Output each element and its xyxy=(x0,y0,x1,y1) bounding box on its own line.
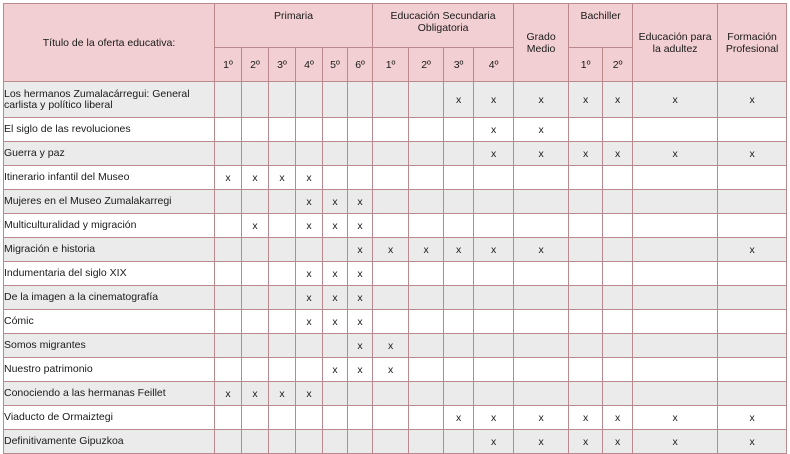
mark-cell xyxy=(215,334,242,358)
table-row xyxy=(4,334,787,358)
table-row xyxy=(4,430,787,454)
mark-cell xyxy=(444,118,474,142)
mark-cell: x xyxy=(718,82,787,118)
mark-cell xyxy=(323,238,348,262)
mark-cell xyxy=(296,118,323,142)
mark-cell: x xyxy=(323,358,348,382)
mark-cell xyxy=(269,142,296,166)
mark-cell xyxy=(633,334,718,358)
mark-cell xyxy=(603,310,633,334)
offer-title-cell: Indumentaria del siglo XIX xyxy=(4,262,215,286)
mark-cell: x xyxy=(514,430,569,454)
mark-cell: x xyxy=(514,142,569,166)
mark-cell xyxy=(409,214,444,238)
mark-cell xyxy=(373,430,409,454)
table-row xyxy=(4,382,787,406)
mark-cell xyxy=(603,214,633,238)
mark-cell xyxy=(603,166,633,190)
mark-cell xyxy=(215,238,242,262)
mark-cell xyxy=(409,310,444,334)
mark-cell: x xyxy=(633,142,718,166)
mark-cell: x xyxy=(718,142,787,166)
mark-cell xyxy=(373,406,409,430)
mark-cell xyxy=(269,214,296,238)
mark-cell xyxy=(269,358,296,382)
educational-offer-table xyxy=(3,3,787,454)
mark-cell: x xyxy=(323,190,348,214)
bachiller-year-header: 2º xyxy=(603,48,633,82)
mark-cell: x xyxy=(296,310,323,334)
mark-cell xyxy=(444,214,474,238)
mark-cell: x xyxy=(444,406,474,430)
mark-cell xyxy=(633,286,718,310)
table-row xyxy=(4,406,787,430)
mark-cell: x xyxy=(296,214,323,238)
mark-cell: x xyxy=(718,406,787,430)
mark-cell xyxy=(323,142,348,166)
mark-cell xyxy=(444,382,474,406)
mark-cell: x xyxy=(296,262,323,286)
mark-cell: x xyxy=(215,166,242,190)
offer-title-cell: Mujeres en el Museo Zumalakarregi xyxy=(4,190,215,214)
mark-cell xyxy=(348,382,373,406)
mark-cell xyxy=(409,190,444,214)
mark-cell xyxy=(718,358,787,382)
mark-cell xyxy=(373,310,409,334)
mark-cell xyxy=(514,286,569,310)
mark-cell xyxy=(215,214,242,238)
mark-cell: x xyxy=(569,406,603,430)
mark-cell xyxy=(633,118,718,142)
mark-cell: x xyxy=(474,82,514,118)
mark-cell xyxy=(633,190,718,214)
mark-cell xyxy=(409,118,444,142)
mark-cell xyxy=(474,190,514,214)
mark-cell xyxy=(242,286,269,310)
mark-cell xyxy=(323,430,348,454)
mark-cell xyxy=(242,406,269,430)
mark-cell xyxy=(474,262,514,286)
mark-cell xyxy=(474,286,514,310)
mark-cell xyxy=(633,310,718,334)
mark-cell xyxy=(409,406,444,430)
mark-cell xyxy=(718,334,787,358)
offer-title-cell: Migración e historia xyxy=(4,238,215,262)
mark-cell xyxy=(373,382,409,406)
mark-cell xyxy=(409,334,444,358)
mark-cell xyxy=(718,166,787,190)
mark-cell xyxy=(569,118,603,142)
mark-cell xyxy=(409,430,444,454)
mark-cell xyxy=(348,118,373,142)
mark-cell: x xyxy=(348,334,373,358)
mark-cell xyxy=(296,142,323,166)
mark-cell xyxy=(373,286,409,310)
mark-cell xyxy=(514,382,569,406)
mark-cell: x xyxy=(323,286,348,310)
bachiller-header: Bachiller xyxy=(569,4,633,48)
table-row xyxy=(4,118,787,142)
mark-cell xyxy=(373,118,409,142)
mark-cell xyxy=(444,166,474,190)
mark-cell: x xyxy=(444,238,474,262)
table-row xyxy=(4,286,787,310)
mark-cell: x xyxy=(296,382,323,406)
mark-cell xyxy=(269,82,296,118)
mark-cell xyxy=(603,238,633,262)
offer-title-cell: De la imagen a la cinematografía xyxy=(4,286,215,310)
mark-cell xyxy=(215,142,242,166)
mark-cell xyxy=(242,238,269,262)
mark-cell: x xyxy=(569,82,603,118)
mark-cell xyxy=(323,334,348,358)
primaria-year-header: 4º xyxy=(296,48,323,82)
offer-title-cell: Somos migrantes xyxy=(4,334,215,358)
mark-cell xyxy=(444,190,474,214)
mark-cell: x xyxy=(348,214,373,238)
offer-title-cell: Definitivamente Gipuzkoa xyxy=(4,430,215,454)
mark-cell xyxy=(269,238,296,262)
mark-cell xyxy=(474,310,514,334)
mark-cell xyxy=(444,310,474,334)
mark-cell: x xyxy=(569,142,603,166)
mark-cell xyxy=(296,430,323,454)
mark-cell xyxy=(444,142,474,166)
mark-cell xyxy=(514,358,569,382)
table-row xyxy=(4,310,787,334)
mark-cell xyxy=(296,82,323,118)
mark-cell xyxy=(373,262,409,286)
mark-cell: x xyxy=(269,166,296,190)
mark-cell xyxy=(569,166,603,190)
mark-cell xyxy=(269,190,296,214)
mark-cell xyxy=(269,118,296,142)
mark-cell: x xyxy=(474,430,514,454)
mark-cell: x xyxy=(348,190,373,214)
mark-cell xyxy=(242,82,269,118)
primaria-year-header: 3º xyxy=(269,48,296,82)
mark-cell xyxy=(242,142,269,166)
mark-cell xyxy=(348,430,373,454)
mark-cell: x xyxy=(373,238,409,262)
mark-cell: x xyxy=(514,118,569,142)
primaria-year-header: 6º xyxy=(348,48,373,82)
mark-cell xyxy=(348,82,373,118)
mark-cell: x xyxy=(348,238,373,262)
mark-cell xyxy=(409,262,444,286)
mark-cell: x xyxy=(633,406,718,430)
mark-cell: x xyxy=(603,430,633,454)
mark-cell xyxy=(444,286,474,310)
mark-cell xyxy=(269,430,296,454)
mark-cell: x xyxy=(323,214,348,238)
mark-cell xyxy=(215,190,242,214)
mark-cell xyxy=(215,406,242,430)
mark-cell xyxy=(215,358,242,382)
mark-cell: x xyxy=(296,166,323,190)
mark-cell xyxy=(718,286,787,310)
table-row xyxy=(4,166,787,190)
mark-cell xyxy=(323,118,348,142)
mark-cell xyxy=(242,118,269,142)
mark-cell xyxy=(215,310,242,334)
mark-cell xyxy=(718,214,787,238)
mark-cell: x xyxy=(603,142,633,166)
mark-cell: x xyxy=(409,238,444,262)
mark-cell xyxy=(269,406,296,430)
mark-cell xyxy=(348,406,373,430)
offer-title-cell: Multiculturalidad y migración xyxy=(4,214,215,238)
mark-cell xyxy=(373,82,409,118)
mark-cell xyxy=(269,334,296,358)
fp-header: Formación Profesional xyxy=(718,4,787,82)
offer-title-cell: Conociendo a las hermanas Feillet xyxy=(4,382,215,406)
mark-cell xyxy=(296,358,323,382)
mark-cell: x xyxy=(269,382,296,406)
mark-cell xyxy=(633,262,718,286)
title-column-header: Título de la oferta educativa: xyxy=(4,4,215,82)
mark-cell: x xyxy=(242,382,269,406)
mark-cell xyxy=(569,310,603,334)
table-row xyxy=(4,238,787,262)
mark-cell xyxy=(269,286,296,310)
mark-cell xyxy=(718,190,787,214)
mark-cell: x xyxy=(474,238,514,262)
mark-cell xyxy=(444,262,474,286)
mark-cell xyxy=(603,286,633,310)
mark-cell xyxy=(373,190,409,214)
mark-cell xyxy=(474,214,514,238)
mark-cell xyxy=(569,358,603,382)
mark-cell xyxy=(409,82,444,118)
mark-cell: x xyxy=(603,406,633,430)
mark-cell xyxy=(718,118,787,142)
offer-title-cell: Guerra y paz xyxy=(4,142,215,166)
mark-cell xyxy=(409,382,444,406)
mark-cell xyxy=(569,262,603,286)
mark-cell xyxy=(296,406,323,430)
mark-cell xyxy=(514,310,569,334)
mark-cell xyxy=(409,286,444,310)
mark-cell xyxy=(718,310,787,334)
mark-cell xyxy=(569,382,603,406)
mark-cell xyxy=(514,214,569,238)
mark-cell xyxy=(323,166,348,190)
table-row xyxy=(4,358,787,382)
mark-cell: x xyxy=(569,430,603,454)
mark-cell: x xyxy=(348,286,373,310)
mark-cell xyxy=(718,262,787,286)
offer-title-cell: Viaducto de Ormaiztegi xyxy=(4,406,215,430)
mark-cell xyxy=(514,262,569,286)
mark-cell xyxy=(323,406,348,430)
mark-cell xyxy=(474,382,514,406)
mark-cell xyxy=(474,334,514,358)
grado-medio-header: Grado Medio xyxy=(514,4,569,82)
mark-cell xyxy=(474,358,514,382)
mark-cell xyxy=(323,382,348,406)
adultos-header: Educación para la adultez xyxy=(633,4,718,82)
eso-year-header: 2º xyxy=(409,48,444,82)
mark-cell: x xyxy=(296,286,323,310)
table-row xyxy=(4,190,787,214)
mark-cell xyxy=(569,214,603,238)
mark-cell xyxy=(269,310,296,334)
mark-cell xyxy=(373,142,409,166)
eso-year-header: 4º xyxy=(474,48,514,82)
mark-cell: x xyxy=(348,262,373,286)
mark-cell: x xyxy=(633,430,718,454)
primaria-year-header: 2º xyxy=(242,48,269,82)
mark-cell: x xyxy=(373,358,409,382)
mark-cell: x xyxy=(348,310,373,334)
mark-cell xyxy=(514,166,569,190)
mark-cell xyxy=(603,358,633,382)
table-body xyxy=(4,82,787,454)
mark-cell: x xyxy=(373,334,409,358)
mark-cell: x xyxy=(474,118,514,142)
mark-cell xyxy=(348,142,373,166)
mark-cell: x xyxy=(514,406,569,430)
mark-cell xyxy=(514,190,569,214)
mark-cell: x xyxy=(242,214,269,238)
eso-header: Educación Secundaria Obligatoria xyxy=(373,4,514,48)
mark-cell: x xyxy=(603,82,633,118)
mark-cell xyxy=(269,262,296,286)
mark-cell xyxy=(603,382,633,406)
table-row xyxy=(4,142,787,166)
mark-cell xyxy=(215,82,242,118)
mark-cell xyxy=(409,166,444,190)
eso-year-header: 1º xyxy=(373,48,409,82)
mark-cell xyxy=(444,430,474,454)
mark-cell: x xyxy=(514,82,569,118)
mark-cell xyxy=(474,166,514,190)
mark-cell: x xyxy=(718,430,787,454)
mark-cell xyxy=(348,166,373,190)
table-row xyxy=(4,262,787,286)
bachiller-year-header: 1º xyxy=(569,48,603,82)
mark-cell xyxy=(409,358,444,382)
eso-year-header: 3º xyxy=(444,48,474,82)
primaria-year-header: 1º xyxy=(215,48,242,82)
mark-cell xyxy=(215,286,242,310)
mark-cell xyxy=(373,214,409,238)
mark-cell xyxy=(514,334,569,358)
mark-cell: x xyxy=(514,238,569,262)
mark-cell xyxy=(215,118,242,142)
mark-cell xyxy=(633,166,718,190)
primaria-header: Primaria xyxy=(215,4,373,48)
mark-cell: x xyxy=(633,82,718,118)
mark-cell xyxy=(633,214,718,238)
offer-title-cell: Nuestro patrimonio xyxy=(4,358,215,382)
mark-cell xyxy=(569,286,603,310)
mark-cell: x xyxy=(296,190,323,214)
mark-cell xyxy=(603,190,633,214)
mark-cell xyxy=(242,190,269,214)
mark-cell xyxy=(296,238,323,262)
mark-cell: x xyxy=(323,262,348,286)
table-row xyxy=(4,82,787,118)
mark-cell xyxy=(215,430,242,454)
mark-cell xyxy=(603,118,633,142)
mark-cell xyxy=(242,310,269,334)
offer-title-cell: Los hermanos Zumalacárregui: General carlista y político liberal xyxy=(4,82,215,118)
mark-cell xyxy=(569,190,603,214)
mark-cell xyxy=(242,358,269,382)
mark-cell xyxy=(633,238,718,262)
mark-cell: x xyxy=(323,310,348,334)
mark-cell xyxy=(603,262,633,286)
mark-cell: x xyxy=(474,142,514,166)
mark-cell xyxy=(242,262,269,286)
mark-cell xyxy=(242,334,269,358)
mark-cell xyxy=(569,238,603,262)
offer-title-cell: Itinerario infantil del Museo xyxy=(4,166,215,190)
offer-title-cell: El siglo de las revoluciones xyxy=(4,118,215,142)
mark-cell xyxy=(569,334,603,358)
table-row xyxy=(4,214,787,238)
mark-cell: x xyxy=(444,82,474,118)
mark-cell xyxy=(444,358,474,382)
offer-title-cell: Cómic xyxy=(4,310,215,334)
mark-cell xyxy=(444,334,474,358)
mark-cell xyxy=(296,334,323,358)
mark-cell xyxy=(718,382,787,406)
mark-cell: x xyxy=(474,406,514,430)
mark-cell: x xyxy=(242,166,269,190)
mark-cell: x xyxy=(215,382,242,406)
mark-cell xyxy=(633,358,718,382)
mark-cell: x xyxy=(348,358,373,382)
mark-cell xyxy=(409,142,444,166)
mark-cell xyxy=(603,334,633,358)
mark-cell xyxy=(373,166,409,190)
mark-cell: x xyxy=(718,238,787,262)
primaria-year-header: 5º xyxy=(323,48,348,82)
mark-cell xyxy=(323,82,348,118)
mark-cell xyxy=(242,430,269,454)
mark-cell xyxy=(633,382,718,406)
mark-cell xyxy=(215,262,242,286)
